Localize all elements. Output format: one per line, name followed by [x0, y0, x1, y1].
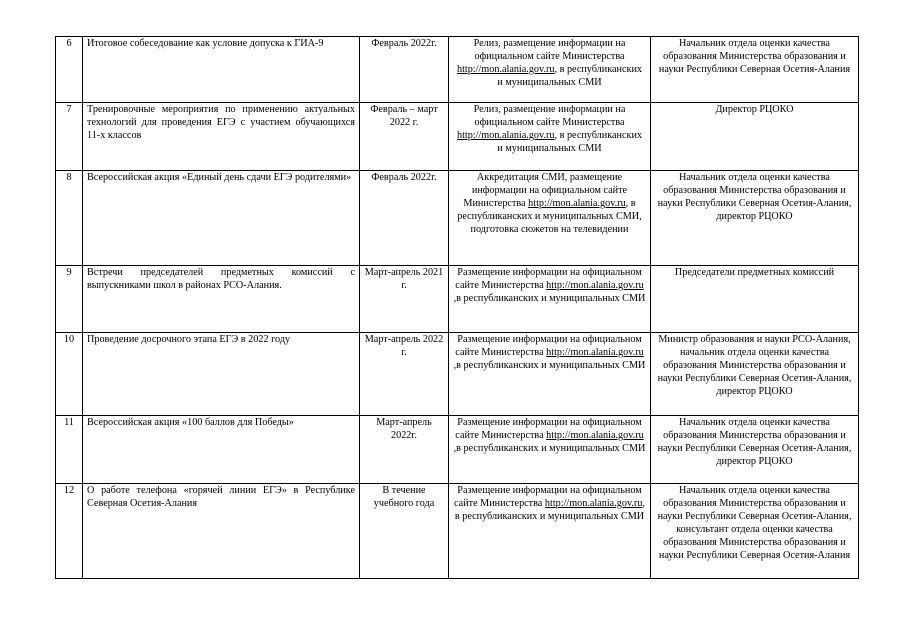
event-title: Встречи председателей предметных комиссий с выпускниками школ в районах РСО-Алания. — [83, 266, 360, 333]
info-cell — [449, 103, 651, 171]
responsible-cell: Директор РЦОКО — [651, 103, 859, 171]
table-row — [56, 37, 859, 103]
info-text-rest: , в республиканских и муниципальных СМИ — [454, 497, 645, 522]
info-text-rest: ,в республиканских и муниципальных СМИ — [453, 442, 646, 454]
info-cell — [449, 37, 651, 103]
info-cell — [449, 484, 651, 579]
event-title: Проведение досрочного этапа ЕГЭ в 2022 году — [83, 333, 360, 416]
table-row — [56, 484, 859, 579]
ministry-link[interactable]: http://mon.alania.gov.ru — [456, 63, 555, 75]
event-date: Март-апрель 2022г. — [360, 416, 449, 484]
ministry-link[interactable]: http://mon.alania.gov.ru — [528, 197, 626, 209]
events-table — [55, 36, 859, 579]
info-text: Релиз, размещение информации на официальном сайте Министерства — [473, 104, 626, 128]
info-text-rest: , в республиканских и муниципальных СМИ — [497, 129, 643, 154]
info-text: Аккредитация СМИ, размещение информации на официальном сайте Министерства — [463, 172, 628, 209]
ministry-link[interactable]: http://mon.alania.gov.ru — [546, 279, 644, 291]
info-text-rest: , в республиканских и муниципальных СМИ, подготовка сюжетов на телевидении — [457, 197, 642, 235]
info-text: Размещение информации на официальном сайте Министерства — [455, 334, 642, 358]
info-text: Размещение информации на официальном сайте Министерства — [455, 417, 642, 441]
info-cell — [449, 416, 651, 484]
table-row — [56, 333, 859, 416]
info-text-rest: , в республиканских и муниципальных СМИ — [497, 63, 643, 88]
row-number: 9 — [56, 266, 83, 333]
event-title: Тренировочные мероприятия по применению актуальных технологий для проведения ЕГЭ с участием обучающихся 11-х классов — [83, 103, 360, 171]
row-number: 8 — [56, 171, 83, 266]
event-date: Февраль 2022г. — [360, 37, 449, 103]
info-text: Размещение информации на официальном сайте Министерства — [454, 485, 642, 509]
ministry-link[interactable]: http://mon.alania.gov.ru — [546, 429, 644, 441]
event-title: Всероссийская акция «100 баллов для Победы» — [83, 416, 360, 484]
row-number: 11 — [56, 416, 83, 484]
row-number: 6 — [56, 37, 83, 103]
event-title: Всероссийская акция «Единый день сдачи ЕГЭ родителями» — [83, 171, 360, 266]
info-cell — [449, 333, 651, 416]
responsible-cell: Председатели предметных комиссий — [651, 266, 859, 333]
event-date: Февраль – март 2022 г. — [360, 103, 449, 171]
info-text-rest: ,в республиканских и муниципальных СМИ — [453, 292, 646, 304]
event-date: Февраль 2022г. — [360, 171, 449, 266]
info-cell — [449, 171, 651, 266]
responsible-cell: Начальник отдела оценки качества образования Министерства образования и науки Республики Северная Осетия-Алания, директор РЦОКО — [651, 416, 859, 484]
ministry-link[interactable]: http://mon.alania.gov.ru — [456, 129, 555, 141]
responsible-cell: Начальник отдела оценки качества образования Министерства образования и науки Республики Северная Осетия-Алания — [651, 37, 859, 103]
info-cell — [449, 266, 651, 333]
table-row — [56, 266, 859, 333]
responsible-cell: Министр образования и науки РСО-Алания, начальник отдела оценки качества образования Министерства образования и науки Республики Северная Осетия-Алания, директор РЦОКО — [651, 333, 859, 416]
ministry-link[interactable]: http://mon.alania.gov.ru — [544, 497, 643, 509]
table-row — [56, 171, 859, 266]
event-title: О работе телефона «горячей линии ЕГЭ» в Республике Северная Осетия-Алания — [83, 484, 360, 579]
event-date: Март-апрель 2021 г. — [360, 266, 449, 333]
info-text: Релиз, размещение информации на официальном сайте Министерства — [473, 38, 626, 62]
event-date: Март-апрель 2022 г. — [360, 333, 449, 416]
ministry-link[interactable]: http://mon.alania.gov.ru — [546, 346, 644, 358]
table-row — [56, 103, 859, 171]
row-number: 12 — [56, 484, 83, 579]
row-number: 10 — [56, 333, 83, 416]
document-page — [55, 36, 858, 579]
responsible-cell: Начальник отдела оценки качества образования Министерства образования и науки Республики Северная Осетия-Алания, консультант отдела оценки качества образования Министерства образования и науки Республики Северная Осетия-Алания — [651, 484, 859, 579]
event-title: Итоговое собеседование как условие допуска к ГИА-9 — [83, 37, 360, 103]
info-text-rest: ,в республиканских и муниципальных СМИ — [453, 359, 646, 371]
responsible-cell: Начальник отдела оценки качества образования Министерства образования и науки Республики Северная Осетия-Алания, директор РЦОКО — [651, 171, 859, 266]
info-text: Размещение информации на официальном сайте Министерства — [455, 267, 642, 291]
row-number: 7 — [56, 103, 83, 171]
event-date: В течение учебного года — [360, 484, 449, 579]
table-row — [56, 416, 859, 484]
